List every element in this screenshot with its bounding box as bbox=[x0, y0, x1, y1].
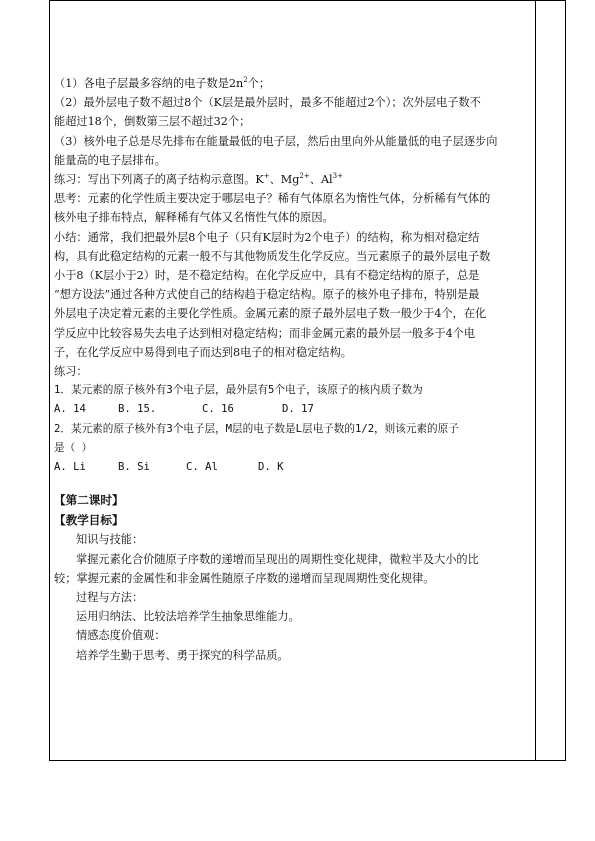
think-line-1: 思考：元素的化学性质主要决定于哪层电子？稀有气体原名为惰性气体，分析稀有气体的 bbox=[54, 192, 491, 206]
question-2-line-1: 2．某元素的原子核外有3个电子层，M层的电子数是L层电子数的1/2，则该元素的原子 bbox=[54, 422, 459, 435]
summary-line-6: 学反应中比较容易失去电子达到相对稳定结构；而非金属元素的最外层一般多于4个电 bbox=[54, 326, 476, 340]
q2-option-a: A. Li bbox=[54, 461, 86, 474]
knowledge-skills-label: 知识与技能： bbox=[76, 533, 144, 547]
al-ion-charge: 3+ bbox=[332, 172, 343, 181]
summary-line-7: 子，在化学反应中易得到电子而达到8电子的相对稳定结构。 bbox=[54, 345, 352, 359]
rule-3-line-1: （3）核外电子总是尽先排布在能量最低的电子层，然后由里向外从能量低的电子层逐步向 bbox=[54, 134, 498, 148]
rule-2-line-2: 能超过18个，倒数第三层不超过32个； bbox=[54, 115, 251, 129]
emotion-values-text: 培养学生勤于思考、勇于探究的科学品质。 bbox=[76, 648, 289, 662]
process-method-text: 运用归纳法、比较法培养学生抽象思维能力。 bbox=[76, 610, 300, 624]
rule-1-superscript: 2 bbox=[243, 76, 248, 84]
summary-line-5: 外层电子决定着元素的主要化学性质。金属元素的原子最外层电子数一般少于4个，在化 bbox=[54, 307, 487, 321]
summary-line-2: 构，具有此稳定结构的元素一般不与其他物质发生化学反应。当元素原子的最外层电子数 bbox=[54, 249, 491, 263]
al-symbol: 、Al bbox=[309, 173, 333, 187]
table-column-divider bbox=[535, 0, 536, 761]
question-2-options bbox=[54, 458, 530, 477]
document-body bbox=[54, 74, 530, 665]
mg-symbol: 、Mg bbox=[269, 173, 300, 187]
exercise-ion-structure bbox=[54, 170, 530, 189]
q2-option-b: B. Si bbox=[118, 461, 150, 474]
question-2-line-2: 是（ ） bbox=[54, 441, 93, 454]
question-1: 1．某元素的原子核外有3个电子层，最外层有5个电子，该原子的核内质子数为 bbox=[54, 384, 423, 397]
practice-label: 练习： bbox=[54, 365, 88, 379]
mg-ion-charge: 2+ bbox=[299, 172, 310, 181]
table-top-border bbox=[49, 0, 565, 1]
exercise-prefix: 练习：写出下列离子的离子结构示意图。K bbox=[54, 173, 264, 187]
table-left-border bbox=[49, 0, 50, 761]
summary-line-3: 小于8（K层小于2）时，是不稳定结构。在化学反应中，具有不稳定结构的原子，总是 bbox=[54, 269, 480, 283]
q2-option-d: D. K bbox=[258, 461, 284, 474]
q2-option-c: C. Al bbox=[186, 461, 218, 474]
rule-1 bbox=[54, 74, 530, 93]
emotion-values-label: 情感态度价值观： bbox=[76, 629, 166, 643]
table-bottom-border bbox=[49, 760, 565, 761]
rule-3-line-2: 能量高的电子层排布。 bbox=[54, 153, 166, 167]
q1-option-b: B. 15. bbox=[118, 403, 157, 416]
q1-option-c: C. 16 bbox=[202, 403, 234, 416]
rule-1-end: 个； bbox=[247, 77, 271, 90]
summary-line-4: “想方设法”通过各种方式使自己的结构趋于稳定结构。原子的核外电子排布，特别是最 bbox=[54, 288, 480, 302]
lesson-2-title: 【第二课时】 bbox=[54, 493, 124, 508]
knowledge-skills-line-1: 掌握元素化合价随原子序数的递增而呈现出的周期性变化规律，微粒半及大小的比 bbox=[76, 552, 479, 566]
q1-option-d: D. 17 bbox=[282, 403, 314, 416]
rule-2-line-1: （2）最外层电子数不超过8个（K层是最外层时，最多不能超过2个）；次外层电子数不 bbox=[54, 96, 481, 110]
knowledge-skills-line-2: 较；掌握元素的金属性和非金属性随原子序数的递增而呈现周期性变化规律。 bbox=[54, 571, 435, 585]
teaching-goals-heading: 【教学目标】 bbox=[54, 512, 124, 527]
k-ion-charge: + bbox=[263, 172, 270, 181]
section-gap bbox=[54, 477, 530, 491]
summary-line-1: 小结：通常，我们把最外层8个电子（只有K层时为2个电子）的结构，称为相对稳定结 bbox=[54, 230, 480, 244]
rule-1-text: （1）各电子层最多容纳的电子数是2n bbox=[54, 77, 244, 90]
process-method-label: 过程与方法： bbox=[76, 591, 144, 605]
think-line-2: 核外电子排布特点，解释稀有气体又名惰性气体的原因。 bbox=[54, 211, 334, 225]
table-right-border bbox=[565, 0, 566, 761]
question-1-options bbox=[54, 400, 530, 419]
q1-option-a: A. 14 bbox=[54, 403, 86, 416]
